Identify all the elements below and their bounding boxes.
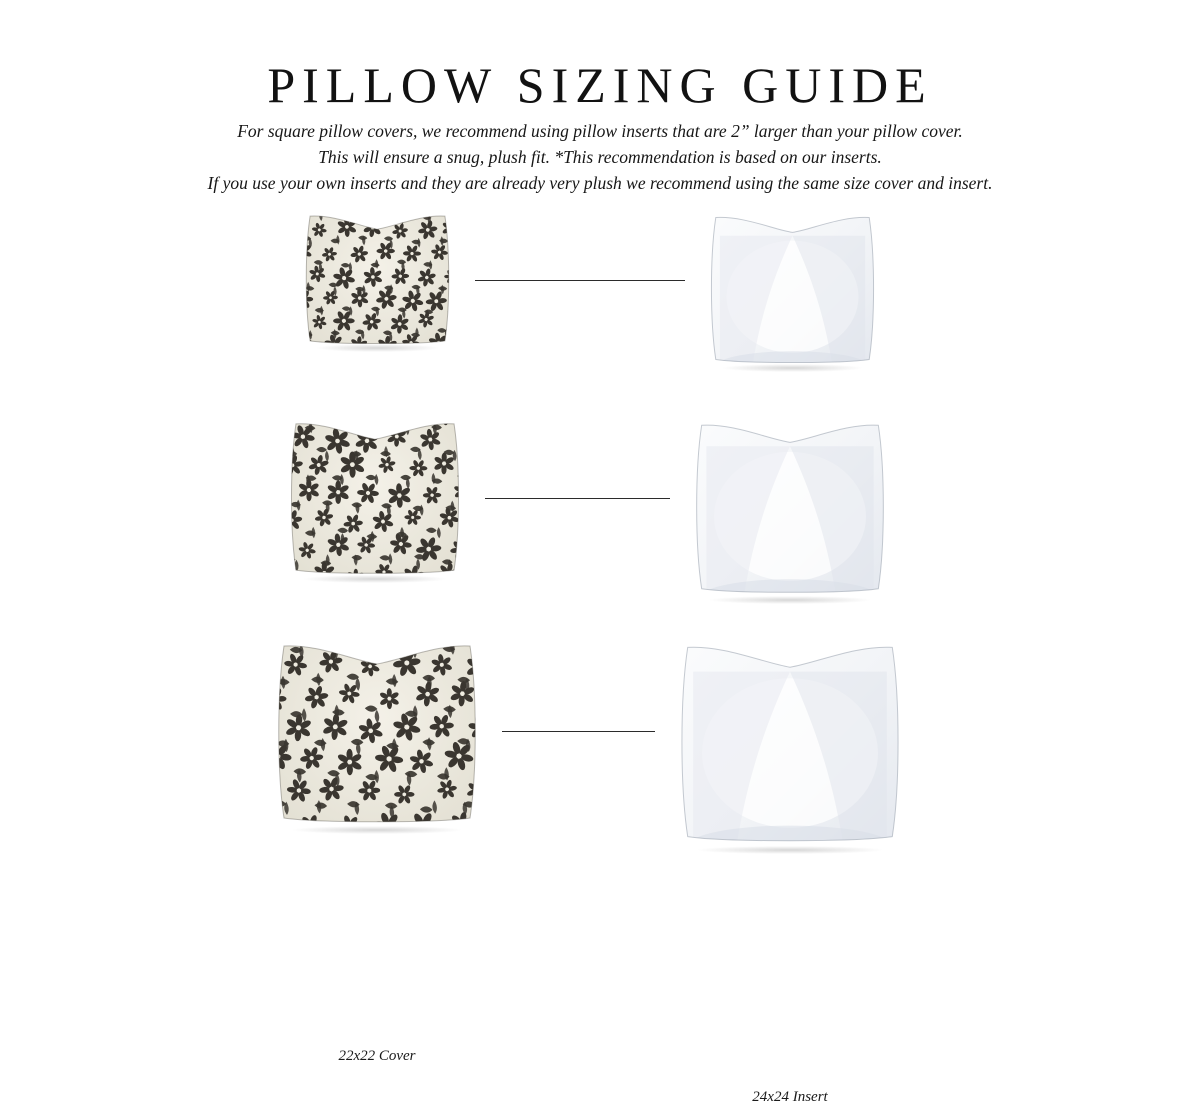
- pillow-shadow: [317, 344, 439, 352]
- insert-pillow-image: [695, 412, 885, 606]
- connector-line: [475, 280, 685, 281]
- cover-pillow-image: [290, 412, 460, 585]
- subtitle-line-3: If you use your own inserts and they are already very plush we recommend using the same size cover and insert.: [0, 170, 1200, 196]
- size-row: [0, 206, 1200, 391]
- cover-pillow-image: [305, 206, 450, 354]
- insert-pillow-image: [680, 632, 900, 856]
- cover-group: [277, 632, 477, 1065]
- pillow-shadow: [723, 364, 862, 372]
- pillow-graphic: [305, 206, 450, 354]
- connector-line: [502, 731, 655, 732]
- pillow-graphic: [680, 632, 900, 856]
- insert-label: 24x24 Insert: [680, 1089, 900, 1106]
- insert-group: [680, 632, 900, 1106]
- insert-pillow-image: [710, 206, 875, 374]
- subtitle-line-1: For square pillow covers, we recommend using pillow inserts that are 2” larger than your pillow cover.: [0, 118, 1200, 144]
- size-row: [0, 632, 1200, 872]
- cover-label: 22x22 Cover: [277, 1048, 477, 1065]
- pillow-shadow: [710, 596, 870, 604]
- size-row: [0, 412, 1200, 622]
- pillow-shadow: [293, 826, 461, 834]
- page-subtitle: [0, 118, 1200, 196]
- page-title: PILLOW SIZING GUIDE: [0, 56, 1200, 114]
- connector-line: [485, 498, 670, 499]
- cover-pillow-image: [277, 632, 477, 836]
- pillow-graphic: [695, 412, 885, 606]
- pillow-graphic: [710, 206, 875, 374]
- pillow-graphic: [277, 632, 477, 836]
- subtitle-line-2: This will ensure a snug, plush fit. *This recommendation is based on our inserts.: [0, 144, 1200, 170]
- pillow-shadow: [304, 575, 447, 583]
- pillow-shadow: [698, 846, 883, 854]
- pillow-graphic: [290, 412, 460, 585]
